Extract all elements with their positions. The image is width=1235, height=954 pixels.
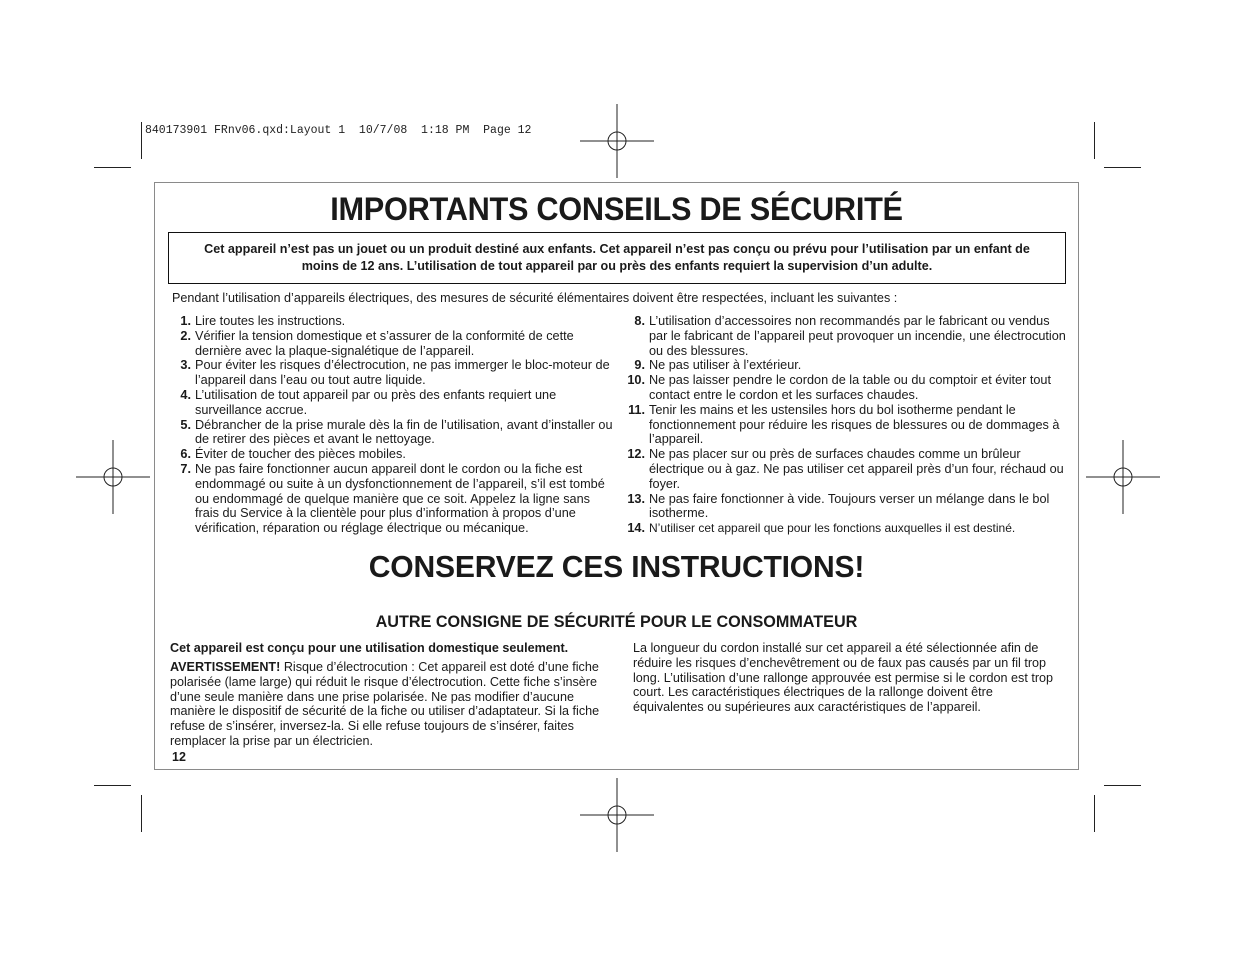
domestic-use-text: Cet appareil est conçu pour une utilisation domestique seulement. [170,641,569,655]
list-item [609,447,1071,491]
item-number: 10. [627,373,645,388]
save-instructions-heading: CONSERVEZ CES INSTRUCTIONS! [368,549,865,584]
item-number: 5. [180,417,191,432]
list-item [609,314,1071,358]
registration-mark-icon [580,104,654,178]
item-number: 9. [634,358,645,373]
crop-mark [1104,785,1141,786]
safety-list-left [155,314,615,536]
list-item [155,447,615,462]
child-warning-box [168,232,1066,284]
warning-label: AVERTISSEMENT! [170,660,281,674]
crop-mark [94,167,131,168]
item-number: 3. [180,358,191,373]
list-item [609,403,1071,447]
print-slug: 840173901 FRnv06.qxd:Layout 1 10/7/08 1:18 PM Page 12 [145,124,532,137]
item-text: Vérifier la tension domestique et s’assurer de la conformité de cette dernière avec la plaque-signalétique de l’appareil. [195,328,574,358]
item-text: Débrancher de la prise murale dès la fin de l’utilisation, avant d’installer ou de retirer des pièces et avant le nettoyage. [195,417,613,447]
item-number: 2. [180,328,191,343]
registration-mark-icon [1086,440,1160,514]
crop-mark [141,122,142,159]
consumer-safety-subheading: AUTRE CONSIGNE DE SÉCURITÉ POUR LE CONSOMMATEUR [375,613,858,631]
list-item [609,373,1071,403]
page-title: IMPORTANTS CONSEILS DE SÉCURITÉ [330,191,903,227]
item-text: Ne pas faire fonctionner aucun appareil dont le cordon ou la fiche est endommagé ou suite à un dysfonctionnement de l’appareil, s’il est tombé ou endommagé de quelque manière que ce soit. Appelez la ligne sans frais du Service à la clientèle pour plus d’information à propos d’une vérification, réparation ou réglage électrique ou mécanique. [195,461,605,536]
crop-mark [1094,122,1095,159]
polarized-plug-warning [170,660,610,749]
item-text: Ne pas faire fonctionner à vide. Toujours verser un mélange dans le bol isotherme. [649,491,1050,521]
list-item [155,329,615,359]
list-item [609,521,1071,536]
crop-mark [1094,795,1095,832]
page-panel [154,182,1079,770]
warning-text: Risque d’électrocution : Cet appareil est doté d’une fiche polarisée (lame large) qui réduit le risque d’électrocution. Cette fiche s’insère d’une seule manière dans une prise polarisée. Ne pas modifier d’aucune manière le dispositif de sécurité de la fiche ou utiliser d’adaptateur. Si la fiche refuse de s’insérer, inversez-la. Si elle refuse toujours de s’insérer, faites remplacer la prise par un électricien. [170,660,600,748]
list-item [155,462,615,536]
registration-mark-icon [76,440,150,514]
item-number: 14. [627,521,645,536]
child-warning-text: Cet appareil n’est pas un jouet ou un produit destiné aux enfants. Cet appareil n’est pas conçu ou prévu pour l’utilisation par un enfant de moins de 12 ans. L’utilisation de tout appareil par ou près des enfants requiert la supervision d’un adulte. [204,241,1030,273]
item-number: 1. [180,314,191,328]
item-text: Pour éviter les risques d’électrocution, ne pas immerger le bloc-moteur de l’appareil dans l’eau ou tout autre liquide. [195,358,610,388]
item-text: Ne pas placer sur ou près de surfaces chaudes comme un brûleur électrique ou à gaz. Ne pas utiliser cet appareil près d’un four, réchaud ou foyer. [649,447,1064,491]
crop-mark [94,785,131,786]
item-number: 7. [180,461,191,476]
item-text: Ne pas laisser pendre le cordon de la table ou du comptoir et éviter tout contact entre le cordon et les surfaces chaudes. [649,373,1052,402]
registration-mark-icon [580,778,654,852]
intro-text: Pendant l’utilisation d’appareils électriques, des mesures de sécurité élémentaires doivent être respectées, incluant les suivantes : [172,291,898,305]
item-number: 4. [180,387,191,402]
list-item [155,314,615,329]
item-number: 8. [634,314,645,328]
list-item [155,388,615,418]
item-number: 13. [627,491,645,506]
crop-mark [1104,167,1141,168]
page-number: 12 [172,750,186,764]
item-number: 11. [628,402,645,417]
item-text: Ne pas utiliser à l’extérieur. [649,358,802,373]
item-number: 6. [180,447,191,462]
list-item [609,492,1071,522]
item-number: 12. [627,447,645,462]
item-text: Tenir les mains et les ustensiles hors du bol isotherme pendant le fonctionnement pour réduire les risques de blessures ou de dommages à l’appareil. [649,402,1060,447]
item-text: Lire toutes les instructions. [195,314,346,328]
item-text: L’utilisation d’accessoires non recommandés par le fabricant ou vendus par le fabricant de l’appareil peut provoquer un incendie, une électrocution ou des blessures. [649,314,1066,358]
crop-mark [141,795,142,832]
list-item [155,418,615,448]
list-item [155,358,615,388]
safety-list-right [609,314,1071,536]
list-item [609,358,1071,373]
item-text: L’utilisation de tout appareil par ou près des enfants requiert une surveillance accrue. [195,387,557,417]
item-text: N’utiliser cet appareil que pour les fonctions auxquelles il est destiné. [649,521,1016,536]
item-text: Éviter de toucher des pièces mobiles. [195,447,406,462]
cord-length-text: La longueur du cordon installé sur cet appareil a été sélectionnée afin de réduire les risques d’enchevêtrement ou de faux pas causés par un fil trop long. L’utilisation d’une rallonge approuvée est permise si le cordon est trop court. Les caractéristiques électriques de la rallonge doivent être équivalentes ou supérieures aux caractéristiques de l’appareil. [633,641,1054,715]
